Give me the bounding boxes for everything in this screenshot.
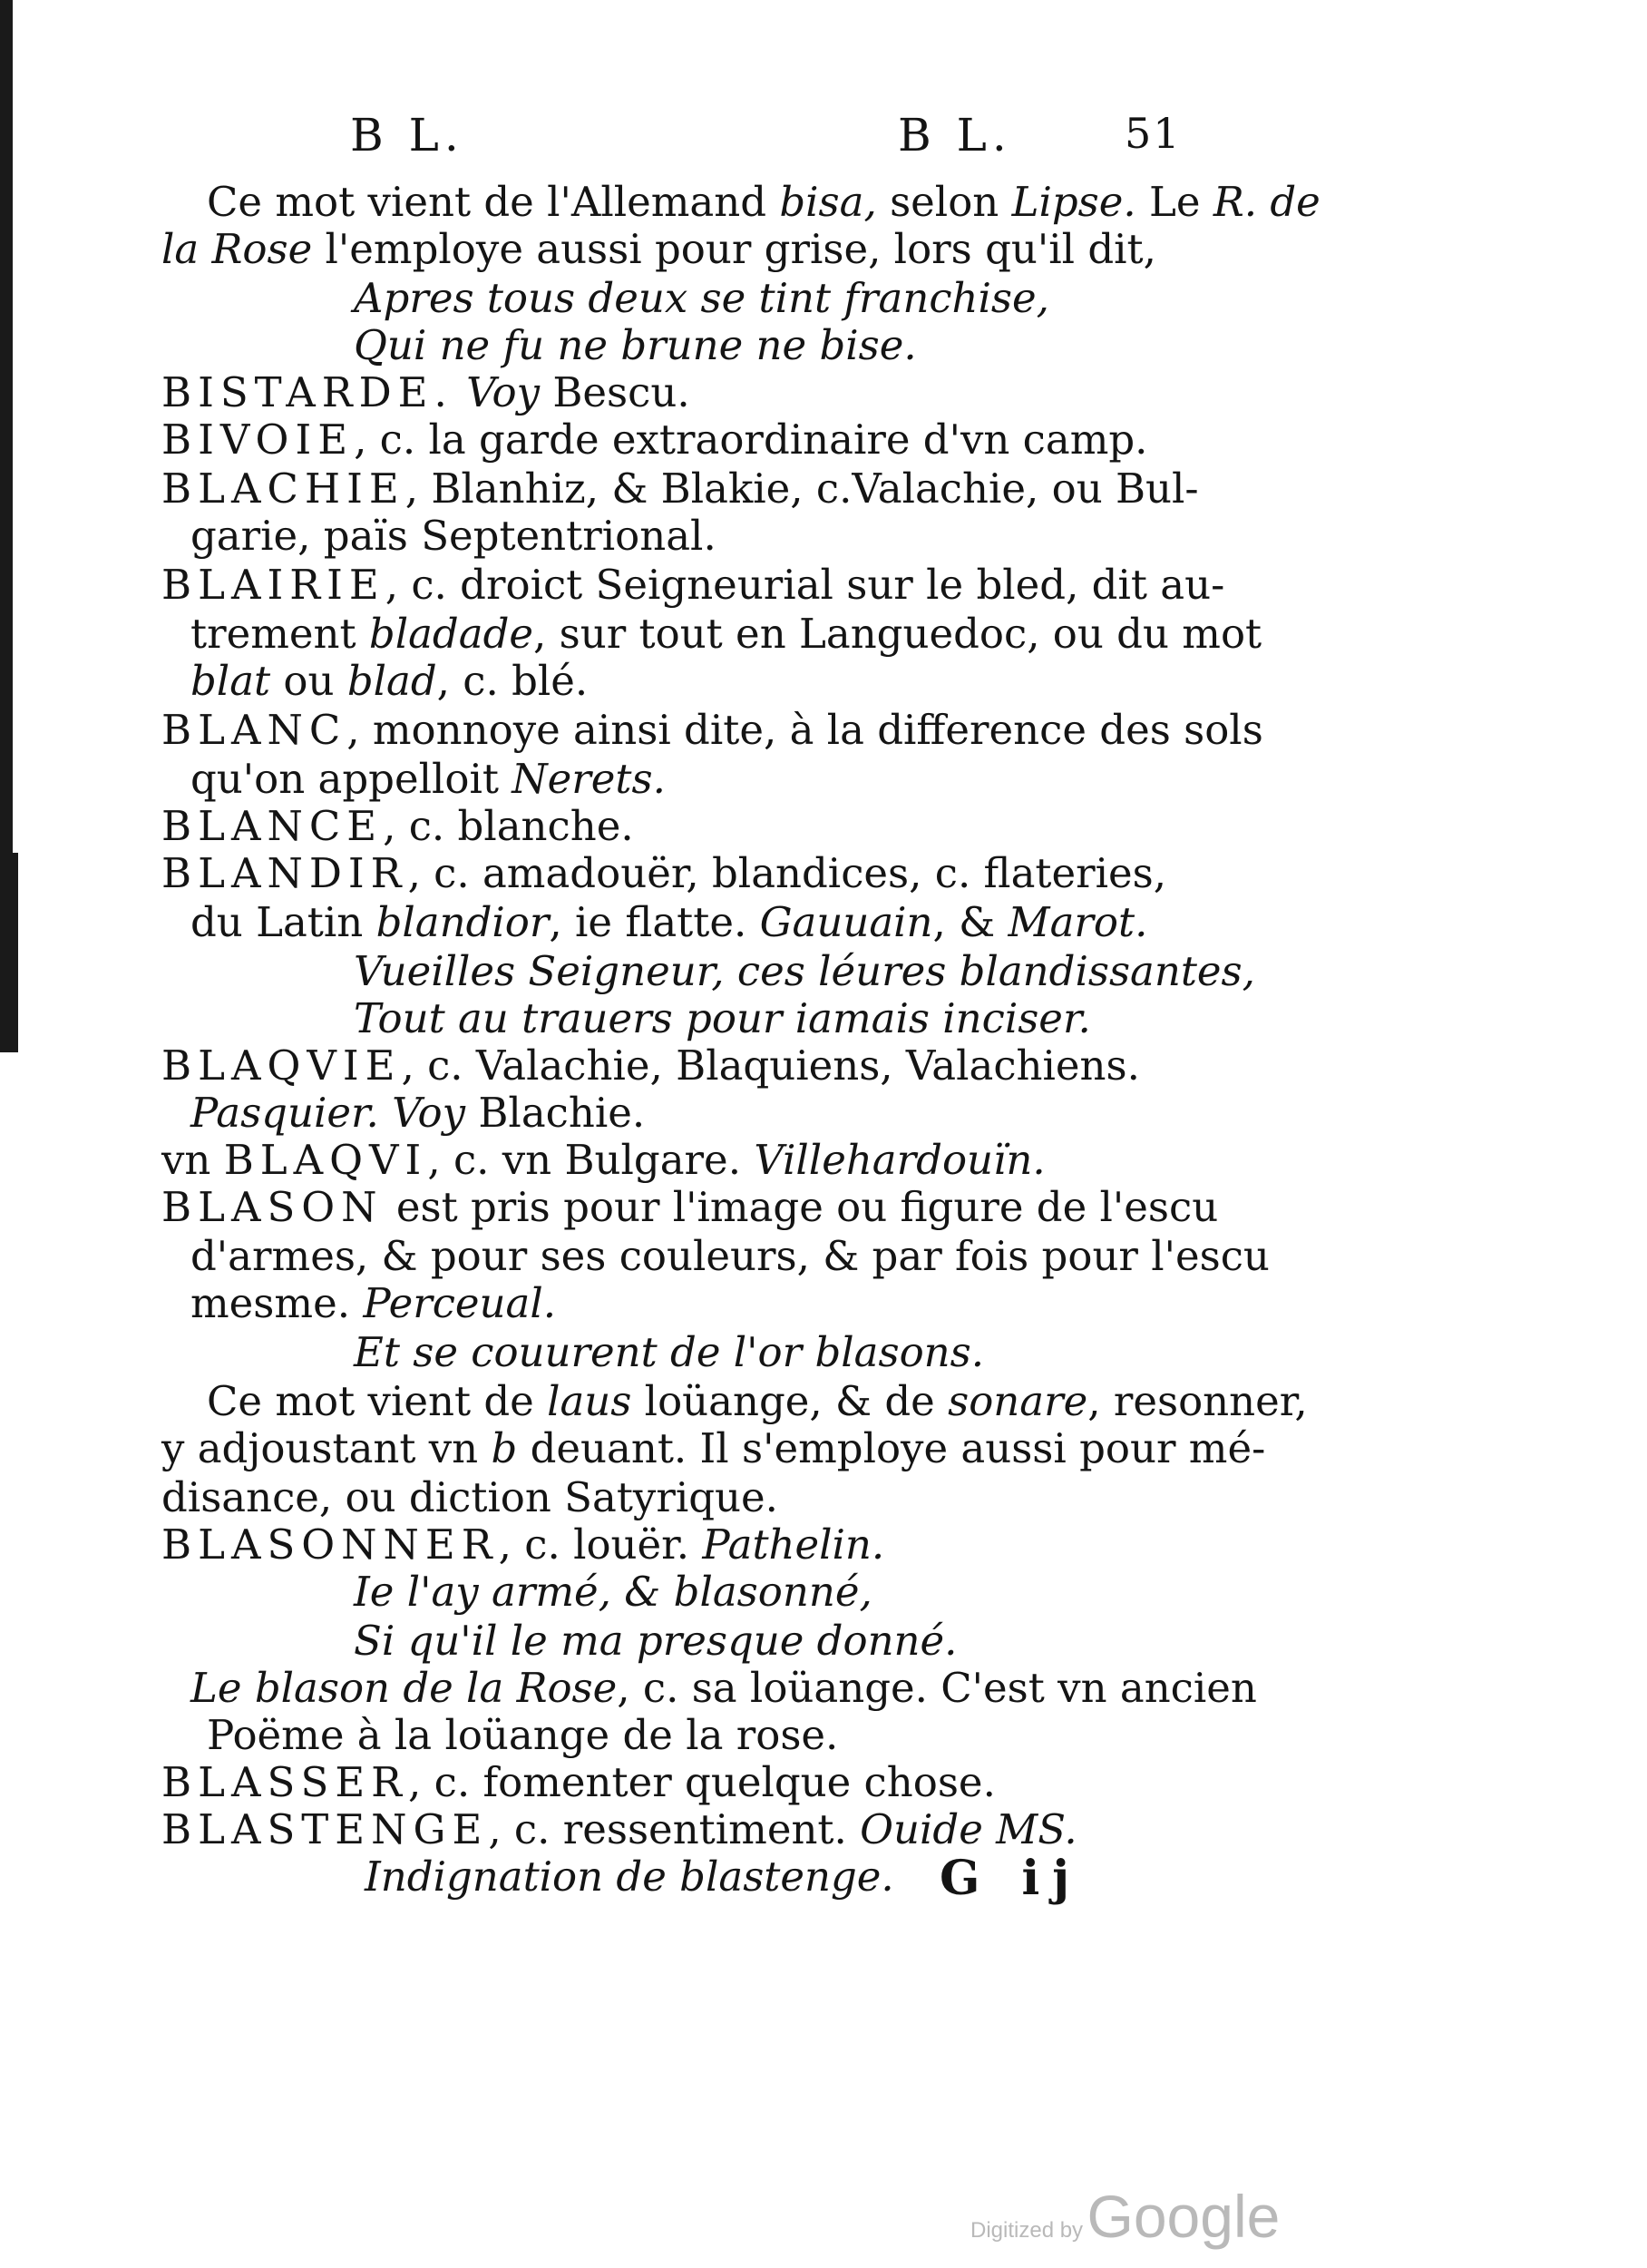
line-text: vn — [161, 1136, 224, 1184]
italic-ref: Voy — [466, 368, 541, 416]
line-text: , c. droict Seigneurial sur le bled, dit au- — [385, 561, 1225, 609]
italic-ref: Voy — [378, 1089, 466, 1137]
line-text: , ie flatte. — [549, 898, 760, 946]
italic-term: blad — [346, 657, 437, 705]
entry-line — [161, 561, 1225, 609]
line-text: Ce mot vient de l'Allemand — [207, 178, 780, 226]
headword: BLAQVIE — [161, 1041, 402, 1090]
entry-line — [161, 1805, 1077, 1853]
line-text: Blachie. — [465, 1089, 646, 1137]
headword: BLACHIE — [161, 464, 405, 513]
verse-line — [354, 321, 917, 369]
verse-text: Ie l'ay armé, & blasonné, — [354, 1568, 872, 1616]
line-text: du Latin — [190, 898, 376, 946]
italic-term: bladade — [368, 610, 534, 658]
italic-citation: Lipse. — [1011, 178, 1136, 226]
entry-line — [161, 849, 1167, 897]
line-text: loüange, & de — [631, 1377, 949, 1425]
verse-line — [354, 1617, 958, 1665]
italic-citation: Ouide MS. — [860, 1805, 1077, 1853]
line-text: , c. fomenter quelque chose. — [408, 1758, 996, 1806]
verse-line — [354, 1568, 872, 1616]
text-line — [190, 1664, 1257, 1712]
line-text: , Blanhiz, & Blakie, c.Valachie, ou Bul- — [404, 464, 1199, 513]
line-text: , c. la garde extraordinaire d'vn camp. — [354, 415, 1148, 464]
headword: BLASONNER — [161, 1520, 499, 1569]
italic-term: Nerets. — [512, 755, 666, 803]
italic-term: Le blason de la Rose — [190, 1664, 618, 1712]
italic-term: b — [491, 1424, 518, 1472]
verse-text: Tout au trauers pour iamais inciser. — [354, 994, 1091, 1042]
entry-line — [161, 1041, 1140, 1090]
scan-edge-notch — [13, 853, 18, 1052]
line-text: Bescu. — [540, 368, 690, 416]
line-text: est pris pour l'image ou figure de l'escu — [383, 1183, 1219, 1231]
running-head-right: B L. — [898, 109, 1012, 161]
line-text: , sur tout en Languedoc, ou du mot — [533, 610, 1262, 658]
line-text: , c. sa loüange. C'est vn ancien — [617, 1664, 1257, 1712]
text-line — [190, 1232, 1270, 1280]
text-line — [190, 1089, 646, 1137]
verse-line — [354, 274, 1049, 322]
line-text: Poëme à la loüange de la rose. — [207, 1711, 839, 1759]
text-line — [161, 1424, 1266, 1472]
text-line — [190, 1279, 557, 1327]
line-text: y adjoustant vn — [161, 1424, 492, 1472]
digitized-watermark — [970, 2182, 1280, 2251]
headword: BIVOIE — [161, 415, 355, 464]
watermark-prefix: Digitized by — [970, 2218, 1084, 2243]
entry-line — [161, 1183, 1219, 1231]
text-line — [190, 657, 589, 705]
headword: BLANC — [161, 706, 347, 754]
line-text: , c. louër. — [498, 1520, 703, 1569]
italic-term: blandior — [375, 898, 550, 946]
entry-line — [161, 1758, 996, 1806]
running-head-left: B L. — [350, 109, 464, 161]
line-text: , c. vn Bulgare. — [427, 1136, 755, 1184]
verse-line — [354, 1328, 985, 1376]
entry-line — [161, 368, 690, 416]
verse-line — [365, 1853, 894, 1901]
text-line — [190, 898, 1148, 946]
text-line — [161, 1473, 778, 1521]
line-text: , c. blé. — [436, 657, 589, 705]
line-text: d'armes, & pour ses couleurs, & par fois pour l'escu — [190, 1232, 1270, 1280]
line-text: , & — [932, 898, 1009, 946]
line-text: Ce mot vient de — [207, 1377, 548, 1425]
line-text: qu'on appelloit — [190, 755, 512, 803]
verse-text: Si qu'il le ma presque donné. — [354, 1617, 958, 1665]
line-text: Le — [1135, 178, 1213, 226]
entry-line — [161, 706, 1263, 754]
verse-text: Et se couurent de l'or blasons. — [354, 1328, 985, 1376]
google-logo: Google — [1087, 2183, 1281, 2250]
italic-term: sonare — [948, 1377, 1088, 1425]
line-text: , c. Valachie, Blaquiens, Valachiens. — [401, 1041, 1140, 1090]
text-line — [190, 610, 1262, 658]
text-line — [190, 512, 716, 560]
line-text: , monnoye ainsi dite, à la difference des sols — [346, 706, 1263, 754]
entry-line — [161, 1520, 885, 1569]
italic-citation: Marot. — [1008, 898, 1148, 946]
italic-citation: Villehardouïn. — [754, 1136, 1046, 1184]
headword: BLAIRIE — [161, 561, 385, 609]
line-text: , c. amadouër, blandices, c. flateries, — [407, 849, 1167, 897]
line-text: trement — [190, 610, 369, 658]
italic-citation: Pathelin. — [702, 1520, 885, 1569]
entry-line — [161, 415, 1148, 464]
italic-citation: Gauuain — [759, 898, 933, 946]
verse-text: Apres tous deux se tint franchise, — [354, 274, 1049, 322]
italic-term: laus — [547, 1377, 632, 1425]
headword: BLANCE — [161, 802, 384, 850]
headword: BLANDIR — [161, 849, 408, 897]
italic-term: bisa, — [779, 178, 877, 226]
text-line — [207, 1711, 839, 1759]
italic-citation: R. de — [1213, 178, 1321, 226]
headword: BLASTENGE — [161, 1805, 489, 1853]
verse-text: Qui ne fu ne brune ne bise. — [354, 321, 917, 369]
text-line — [161, 225, 1156, 273]
italic-citation: la Rose — [161, 225, 313, 273]
italic-term: blat — [190, 657, 271, 705]
line-text: deuant. Il s'employe aussi pour mé- — [517, 1424, 1266, 1472]
line-text: garie, païs Septentrional. — [190, 512, 716, 560]
line-text: mesme. — [190, 1279, 364, 1327]
line-text: l'employe aussi pour grise, lors qu'il dit, — [312, 225, 1156, 273]
entry-line — [161, 802, 634, 850]
italic-citation: Perceual. — [363, 1279, 557, 1327]
verse-line — [354, 994, 1091, 1042]
italic-citation: Pasquier. — [190, 1089, 379, 1137]
scan-edge-shadow — [0, 0, 13, 1052]
text-line — [207, 178, 1321, 226]
line-text: , c. blanche. — [383, 802, 634, 850]
headword: BLASON — [161, 1183, 384, 1231]
entry-line — [161, 464, 1199, 513]
verse-text: Indignation de blastenge. — [365, 1853, 894, 1901]
line-text: disance, ou diction Satyrique. — [161, 1473, 778, 1521]
verse-text: Vueilles Seigneur, ces léures blandissantes, — [354, 947, 1255, 995]
signature-mark: G ij — [940, 1851, 1083, 1906]
line-text: ou — [270, 657, 347, 705]
line-text: , c. ressentiment. — [488, 1805, 861, 1853]
text-line — [207, 1377, 1308, 1425]
entry-line — [161, 1136, 1046, 1184]
line-text: selon — [876, 178, 1012, 226]
headword: BISTARDE. — [161, 368, 453, 416]
line-text: , resonner, — [1087, 1377, 1308, 1425]
page-number: 51 — [1125, 109, 1182, 158]
verse-line — [354, 947, 1255, 995]
text-line — [190, 755, 666, 803]
headword: BLAQVI — [223, 1136, 428, 1184]
headword: BLASSER — [161, 1758, 409, 1806]
